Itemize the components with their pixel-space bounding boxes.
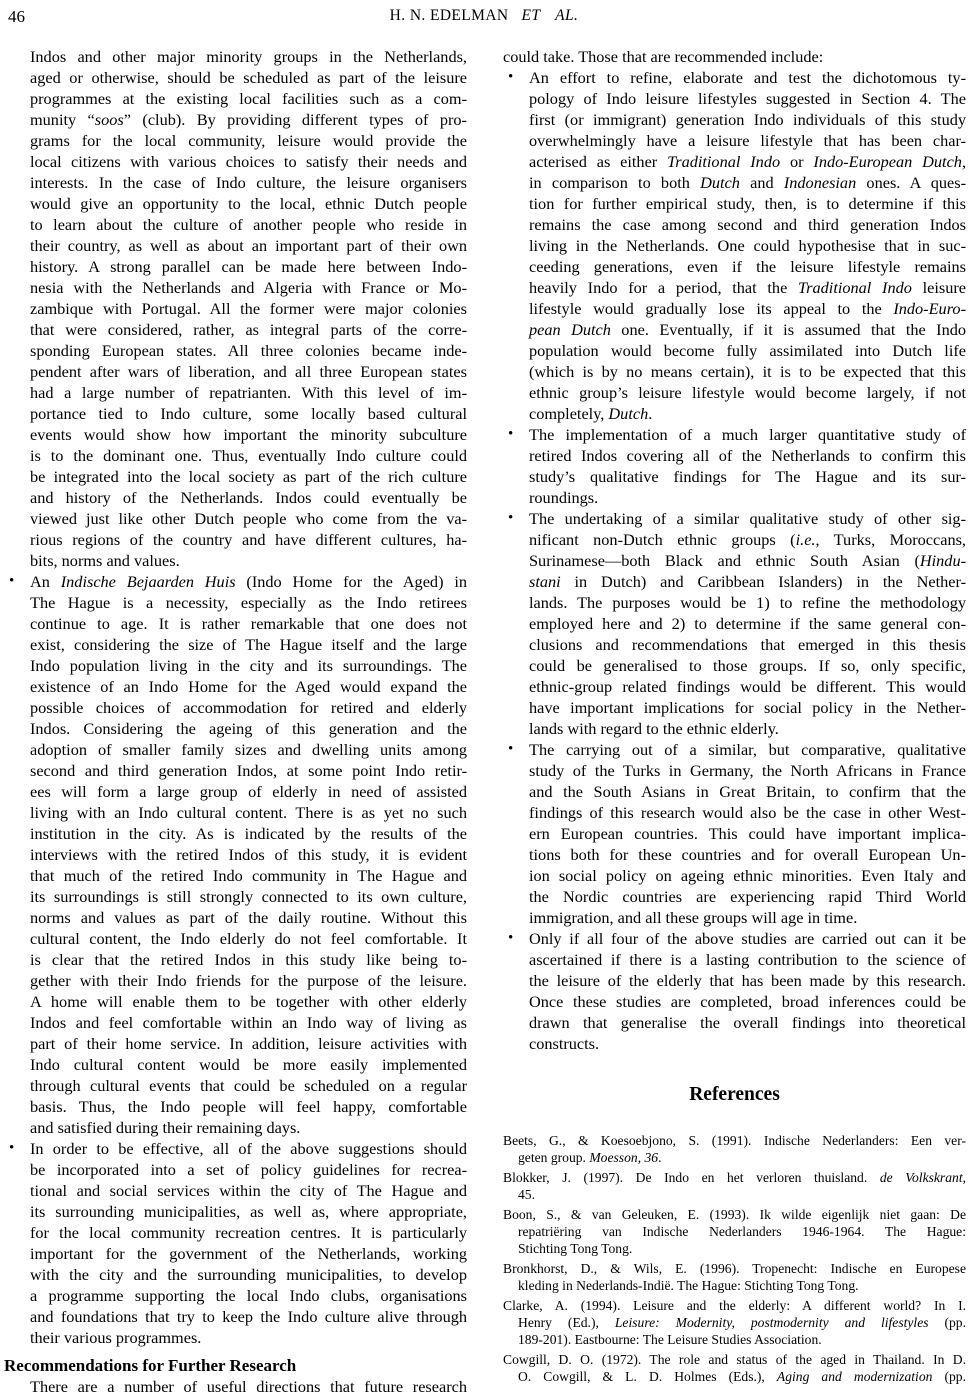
running-head-etal: ET AL. (521, 7, 579, 24)
text-line: O. Cowgill, & L. D. Holmes (Eds.), Aging and modernization (pp. (518, 1369, 967, 1385)
text-line: munity “soos” (club). By providing different types of pro- (30, 110, 467, 129)
text-line: gether with their Indo friends for the purpose of the leisure. (30, 971, 467, 990)
text-line: zambique with Portugal. All the former were major colonies (30, 299, 467, 318)
content-block (503, 67, 966, 424)
text-line: In order to be effective, all of the above suggestions should (30, 1139, 467, 1158)
section-heading: Recommendations for Further Research (4, 1356, 297, 1375)
text-line: its surrounding municipalities, as well as, where appropriate, (30, 1202, 467, 1221)
text-line: is clear that the retired Indos in this study like being to- (30, 950, 467, 969)
text-line: Bronkhorst, D., & Wils, E. (1996). Tropenecht: Indische en Europese (503, 1260, 966, 1276)
text-line: their country, as well as about an important part of their own (30, 236, 467, 255)
text-line: Indo population living in the city and its surroundings. The (30, 656, 467, 675)
text-line: ethnic-group related findings would be different. This would (529, 677, 966, 696)
text-line: ern European countries. This could have important implica- (529, 824, 966, 843)
text-line: had a large number of repatrianten. With this level of im- (30, 383, 467, 402)
content-block (503, 928, 966, 1054)
text-line: repatriëring van Indische Nederlanders 1946-1964. The Hague: (518, 1224, 966, 1240)
content-block (503, 46, 966, 67)
content-block (4, 1138, 467, 1348)
text-line: through cultural events that could be scheduled on a regular (30, 1076, 467, 1095)
text-line: grams for the local community, leisure would provide the (30, 131, 467, 150)
text-line: The undertaking of a similar qualitative study of other sig- (529, 509, 966, 528)
text-line: geten group. Moesson, 36. (518, 1150, 662, 1166)
running-head (0, 7, 968, 25)
left-column (4, 46, 467, 1397)
text-line: lifestyle would gradually lose its appeal to the Indo-Euro- (529, 299, 966, 318)
text-line: constructs. (529, 1034, 600, 1053)
text-line: ion social policy on ageing ethnic minorities. Even Italy and (529, 866, 966, 885)
text-line: ceeding generations, even if the leisure lifestyle remains (529, 257, 966, 276)
text-line: important for the government of the Netherlands, working (30, 1244, 467, 1263)
section-heading: References (689, 1084, 780, 1105)
text-line: employed here and 2) to determine if the same general con- (529, 614, 966, 633)
text-line: part of their home service. In addition, leisure activities with (30, 1034, 467, 1053)
text-line: be integrated into the local society as part of the rich culture (30, 467, 467, 486)
text-line: findings of this research would also be the case in other West- (529, 803, 966, 822)
text-line: could be generalised to those groups. If so, only specific, (529, 656, 966, 675)
text-line: roundings. (529, 488, 599, 507)
text-line: nesia with the Netherlands and Algeria with France or Mo- (30, 278, 467, 297)
text-line: first (or immigrant) generation Indo individuals of this study (529, 110, 966, 129)
content-block (503, 1297, 966, 1349)
content-block (503, 1132, 966, 1167)
text-line: is to the dominant one. Thus, eventually Indo culture could (30, 446, 467, 465)
text-line: Surinamese—both Black and ethnic South Asian (Hindu- (529, 551, 966, 570)
text-line: ees will form a large group of elderly in need of assisted (30, 782, 467, 801)
text-line: The Hague is a necessity, especially as the Indo retirees (30, 593, 467, 612)
running-head-authors: H. N. EDELMAN (389, 7, 509, 24)
text-line: have important implications for social policy in the Nether- (529, 698, 966, 717)
text-line: cultural content, the Indo elderly do not feel comfortable. It (30, 929, 467, 948)
text-line: Henry (Ed.), Leisure: Modernity, postmodernity and lifestyles (pp. (518, 1315, 966, 1331)
text-line: viewed just like other Dutch people who come from the va- (30, 509, 467, 528)
text-line: could take. Those that are recommended include: (503, 47, 824, 66)
text-line: lands with regard to the ethnic elderly. (529, 719, 779, 738)
text-line: in comparison to both Dutch and Indonesian ones. A ques- (529, 173, 967, 192)
text-line: interviews with the retired Indos of this study, it is evident (30, 845, 467, 864)
bullet-icon: • (9, 573, 15, 589)
text-line: nificant non-Dutch ethnic groups (i.e., Turks, Moroccans, (529, 530, 966, 549)
bullet-icon: • (9, 1140, 15, 1156)
content-block (4, 1376, 467, 1397)
text-line: with the city and the surrounding municipalities, to develop (30, 1265, 467, 1284)
page-number: 46 (8, 7, 25, 26)
text-line: Indos and feel comfortable within an Indo way of living as (30, 1013, 467, 1032)
text-line: second and third generation Indos, at some point Indo retir- (30, 761, 467, 780)
text-line: Indos and other major minority groups in the Netherlands, (30, 47, 467, 66)
text-line: living in the Netherlands. One could hypothesise that in suc- (529, 236, 966, 255)
text-line: rious regions of the country and have different cultures, ha- (30, 530, 467, 549)
text-line: and history of the Netherlands. Indos could eventually be (30, 488, 467, 507)
text-line: adoption of smaller family sizes and dwelling units among (30, 740, 467, 759)
text-line: 189-201). Eastbourne: The Leisure Studies Association. (518, 1332, 822, 1348)
text-line: programmes at the existing local facilities such as a com- (30, 89, 467, 108)
text-line: The carrying out of a similar, but comparative, qualitative (529, 740, 966, 759)
text-line: institution in the city. As is indicated by the results of the (30, 824, 467, 843)
text-line: interests. In the case of Indo culture, the leisure organisers (30, 173, 467, 192)
content-block (503, 1206, 966, 1258)
text-line: Cowgill, D. O. (1972). The role and status of the aged in Thailand. In D. (503, 1351, 966, 1367)
text-line: for the local community recreation centres. It is particularly (30, 1223, 467, 1242)
text-line: drawn that generalise the overall findings into theoretical (529, 1013, 966, 1032)
text-line: living with an Indo cultural content. There is as yet no such (30, 803, 467, 822)
text-line: possible choices of accommodation for retired and elderly (30, 698, 467, 717)
content-block (503, 1260, 966, 1295)
text-line: acterised as either Traditional Indo or Indo-European Dutch, (529, 152, 967, 171)
text-line: bits, norms and values. (30, 551, 180, 570)
text-line: and satisfied during their remaining days. (30, 1118, 301, 1137)
text-line: Beets, G., & Koesoebjono, S. (1991). Indische Nederlanders: Een ver- (503, 1133, 966, 1148)
text-line: tional and social services within the city of The Hague and (30, 1181, 467, 1200)
text-line: Stichting Tong Tong. (518, 1241, 633, 1257)
text-line: Clarke, A. (1994). Leisure and the elderly: A different world? In I. (503, 1297, 966, 1313)
text-line: (which is by no means certain), it is to be expected that this (529, 362, 966, 381)
text-line: aged or otherwise, should be scheduled as part of the leisure (30, 68, 467, 87)
text-line: Only if all four of the above studies are carried out can it be (529, 929, 966, 948)
text-line: kleding in Nederlands-Indië. The Hague: Stichting Tong Tong. (518, 1278, 859, 1294)
text-line: The implementation of a much larger quantitative study of (529, 425, 966, 444)
text-line: and the South Asians in Great Britain, to confirm that the (529, 782, 966, 801)
text-line: history. A strong parallel can be made here between Indo- (30, 257, 467, 276)
text-line: pendent after wars of liberation, and all three European states (30, 362, 467, 381)
text-line: and foundations that try to keep the Indo culture alive through (30, 1307, 467, 1326)
text-line: An effort to refine, elaborate and test the dichotomous ty- (529, 68, 966, 87)
content-block (503, 424, 966, 508)
text-line: study of the Turks in Germany, the North Africans in France (529, 761, 966, 780)
text-line: Indo cultural content would be more easily implemented (30, 1055, 467, 1074)
text-line: A home will enable them to be together with other elderly (30, 992, 467, 1011)
bullet-icon: • (508, 426, 514, 442)
text-line: continue to age. It is rather remarkable that one does not (30, 614, 467, 633)
text-line: lands. The purposes would be 1) to refine the methodology (529, 593, 966, 612)
text-line: that were considered, rather, as integral parts of the corre- (30, 320, 467, 339)
text-line: There are a number of useful directions that future research (30, 1377, 467, 1396)
text-line: 45. (518, 1187, 535, 1203)
bullet-icon: • (508, 741, 514, 757)
content-block (503, 1169, 966, 1204)
text-line: An Indische Bejaarden Huis (Indo Home for the Aged) in (30, 572, 467, 591)
text-line: retired Indos covering all of the Netherlands to confirm this (529, 446, 966, 465)
content-block (503, 508, 966, 739)
content-block (503, 739, 966, 928)
text-line: Indos. Considering the ageing of this generation and the (30, 719, 467, 738)
text-line: basis. Thus, the Indo people will feel happy, comfortable (30, 1097, 467, 1116)
text-line: ethnic group’s leisure lifestyle would become largely, if not (529, 383, 966, 402)
text-line: the leisure of the elderly that has been made by this research. (529, 971, 966, 990)
text-line: portance tied to Indo culture, some locally based cultural (30, 404, 467, 423)
text-line: completely, Dutch. (529, 404, 653, 423)
bullet-icon: • (508, 930, 514, 946)
text-line: Blokker, J. (1997). De Indo en het verloren thuisland. de Volkskrant, (503, 1169, 967, 1185)
text-line: its surroundings is still strongly connected to its own culture, (30, 887, 467, 906)
right-column (503, 46, 966, 1388)
text-line: the Nordic countries are experiencing rapid Third World (529, 887, 966, 906)
text-line: existence of an Indo Home for the Aged would expand the (30, 677, 467, 696)
text-line: Boon, S., & van Geleuken, E. (1993). Ik wilde eigenlijk niet gaan: De (503, 1206, 966, 1222)
text-line: overwhelmingly have a leisure lifestyle that has been char- (529, 131, 966, 150)
text-line: their various programmes. (30, 1328, 202, 1347)
text-line: clusions and recommendations that emerged in this thesis (529, 635, 966, 654)
text-line: sponding European states. All three colonies became inde- (30, 341, 467, 360)
text-line: would give an opportunity to the local, ethnic Dutch people (30, 194, 467, 213)
text-line: ascertained if there is a lasting contribution to the science of (529, 950, 966, 969)
bullet-icon: • (508, 69, 514, 85)
content-block (4, 571, 467, 1138)
text-line: be incorporated into a set of policy guidelines for recrea- (30, 1160, 467, 1179)
text-line: Once these studies are completed, broad inferences could be (529, 992, 966, 1011)
bullet-icon: • (508, 510, 514, 526)
text-line: immigration, and all these groups will age in time. (529, 908, 858, 927)
text-line: pology of Indo leisure lifestyles suggested in Section 4. The (529, 89, 966, 108)
text-line: norms and values as part of the daily routine. Without this (30, 908, 467, 927)
text-line: population would become fully assimilated into Dutch life (529, 341, 966, 360)
text-line: events would show how important the minority subculture (30, 425, 467, 444)
text-line: that much of the retired Indo community in The Hague and (30, 866, 467, 885)
content-block (503, 1351, 966, 1386)
text-line: heavily Indo for a period, that the Traditional Indo leisure (529, 278, 967, 297)
content-block (4, 46, 467, 571)
text-line: pean Dutch one. Eventually, if it is assumed that the Indo (529, 320, 966, 339)
text-line: to learn about the culture of another people who reside in (30, 215, 467, 234)
text-line: remains the case among second and third generation Indos (529, 215, 966, 234)
text-line: study’s qualitative findings for The Hague and its sur- (529, 467, 966, 486)
text-line: tions both for these countries and for overall European Un- (529, 845, 966, 864)
text-line: tion for further empirical study, then, is to determine if this (529, 194, 966, 213)
text-line: local citizens with various choices to satisfy their needs and (30, 152, 467, 171)
text-line: stani in Dutch) and Caribbean Islanders) in the Nether- (529, 572, 966, 591)
text-line: exist, considering the size of The Hague itself and the large (30, 635, 467, 654)
text-line: a programme supporting the local Indo clubs, organisations (30, 1286, 467, 1305)
